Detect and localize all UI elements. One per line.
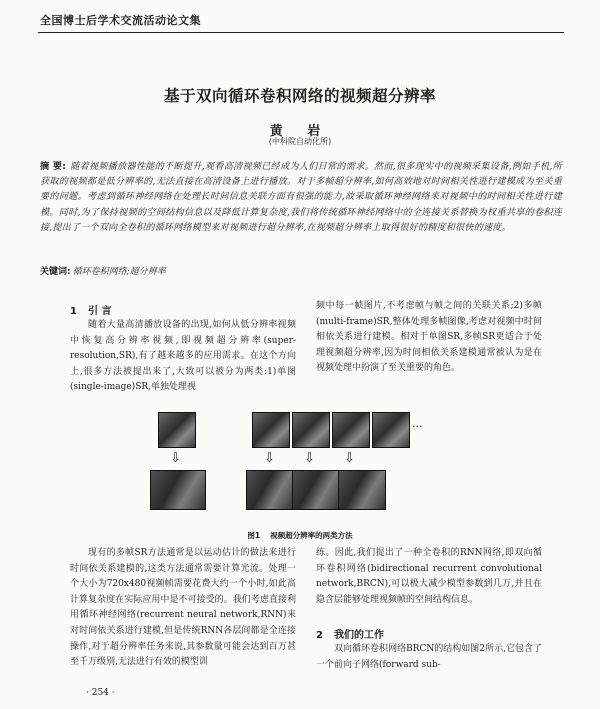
lr-frame-image xyxy=(372,412,410,448)
running-header: 全国博士后学术交流活动论文集 xyxy=(40,14,201,27)
abstract xyxy=(40,160,562,236)
lr-frame-image xyxy=(252,412,290,448)
author-affiliation: (中科院自动化所) xyxy=(268,137,332,146)
section-2-body xyxy=(316,642,542,673)
figure-1-label: 图1 xyxy=(247,531,261,540)
figure-1-caption xyxy=(0,530,600,541)
hr-frame-image xyxy=(338,470,386,510)
hr-frame-image xyxy=(150,470,206,510)
methods-paragraph-cont: 练。因此,我们提出了一种全卷积的RNN网络,即双向循环卷积网络(bidirectional recurrent convolutional network,BRCN),可以极大减少模型参数到几万,并且在隐含层能够处理视频帧的空间结构信息。 xyxy=(316,548,542,605)
section-2-paragraph: 双向循环卷积网络BRCN的结构如图2所示,它包含了一个前向子网络(forward sub- xyxy=(316,644,542,670)
paper-title: 基于双向循环卷积网络的视频超分辨率 xyxy=(163,87,436,105)
right-column-bottom xyxy=(316,546,542,608)
page-number: · 254 · xyxy=(86,688,115,698)
left-column-bottom xyxy=(70,546,296,671)
keywords-label: 关键词: xyxy=(40,267,71,277)
down-arrow-icon: ⇩ xyxy=(344,451,355,466)
figure-1 xyxy=(150,360,450,520)
lr-frame-image xyxy=(332,412,370,448)
section-1-heading xyxy=(70,302,111,317)
down-arrow-icon: ⇩ xyxy=(304,451,315,466)
lr-frame-image xyxy=(292,412,330,448)
down-arrow-icon: ⇩ xyxy=(170,451,181,466)
lr-frame-image xyxy=(158,412,196,448)
keywords-text: 循环卷积网络;超分辨率 xyxy=(72,267,166,277)
down-arrow-icon: ⇩ xyxy=(264,451,275,466)
hr-frame-image xyxy=(292,470,340,510)
figure-1-caption-text: 视频超分辨率的两类方法 xyxy=(270,531,353,540)
intro-paragraph: 随着大量高清播放设备的出现,如何从低分辨率视频中恢复高分辨率视频,即视频超分辨率(super-resolution,SR),有了越来越多的应用需求。在这个方向上,很多方法被提出来了,大致可以被分为两类:1)单图(single-image)SR,单独处理视 xyxy=(70,320,296,393)
section-1-title: 引 言 xyxy=(88,306,112,317)
hr-frame-image xyxy=(246,470,294,510)
section-1-number: 1 xyxy=(70,306,77,317)
frames-ellipsis: ··· xyxy=(412,420,423,433)
abstract-text: 随着视频播放器性能的不断提升,观看高清视频已经成为人们日常的需求。然而,很多现实中的视频采集设备,例如手机,所获取的视频都是低分辨率的,无法直接在高清设备上进行播放。对于多帧超分辨率,如何高效地对时间相关性进行建模成为至关重要的问题。考虑到循环神经网络在处理长时间信息关联方面有很强的能力,故采取循环神经网络来对视频中的时间相关性进行建模。同时,为了保持视频的空间结构信息以及降低计算复杂度,我们将传统循环神经网络中的全连接关系替换为权重共享的卷积连接,提出了一个双向全卷积的循环网络模型来对视频进行超分辨率,在视频超分辨率上取得很好的精度和很快的速度。 xyxy=(40,162,562,233)
section-2-number: 2 xyxy=(316,630,323,641)
methods-paragraph: 现有的多帧SR方法通常是以运动估计的做法来进行时间依关系建模的,这类方法通常需要计算光流。处理一个大小为720x480视频帧需要花费大约一个小时,如此高计算复杂度在实际应用中是不可接受的。我们考虑直接利用循环神经网络(recurrent neural network,RNN)来对时间依关系进行建模,但是传统RNN各层间都是全连接操作,对于超分辨率任务来说,其参数量可能会达到百万甚至千万级别,无法进行有效的模型训 xyxy=(70,548,296,668)
abstract-label: 摘 要: xyxy=(40,162,67,172)
author-name: 黄 岩 xyxy=(269,124,331,139)
header-rule xyxy=(38,32,564,33)
section-2-title: 我们的工作 xyxy=(334,630,384,641)
keywords xyxy=(40,264,562,277)
section-2-heading xyxy=(316,626,384,641)
intro-paragraph-cont: 频中每一帧图片,不考虑帧与帧之间的关联关系;2)多帧(multi-frame)SR,整体处理多帧图像,考虑对视频中时间相依关系进行建模。相对于单图SR,多帧SR更适合于处理视频超分辨率,因为时间相依关系建模通常被认为是在视频处理中扮演了至关重要的角色。 xyxy=(316,301,542,374)
